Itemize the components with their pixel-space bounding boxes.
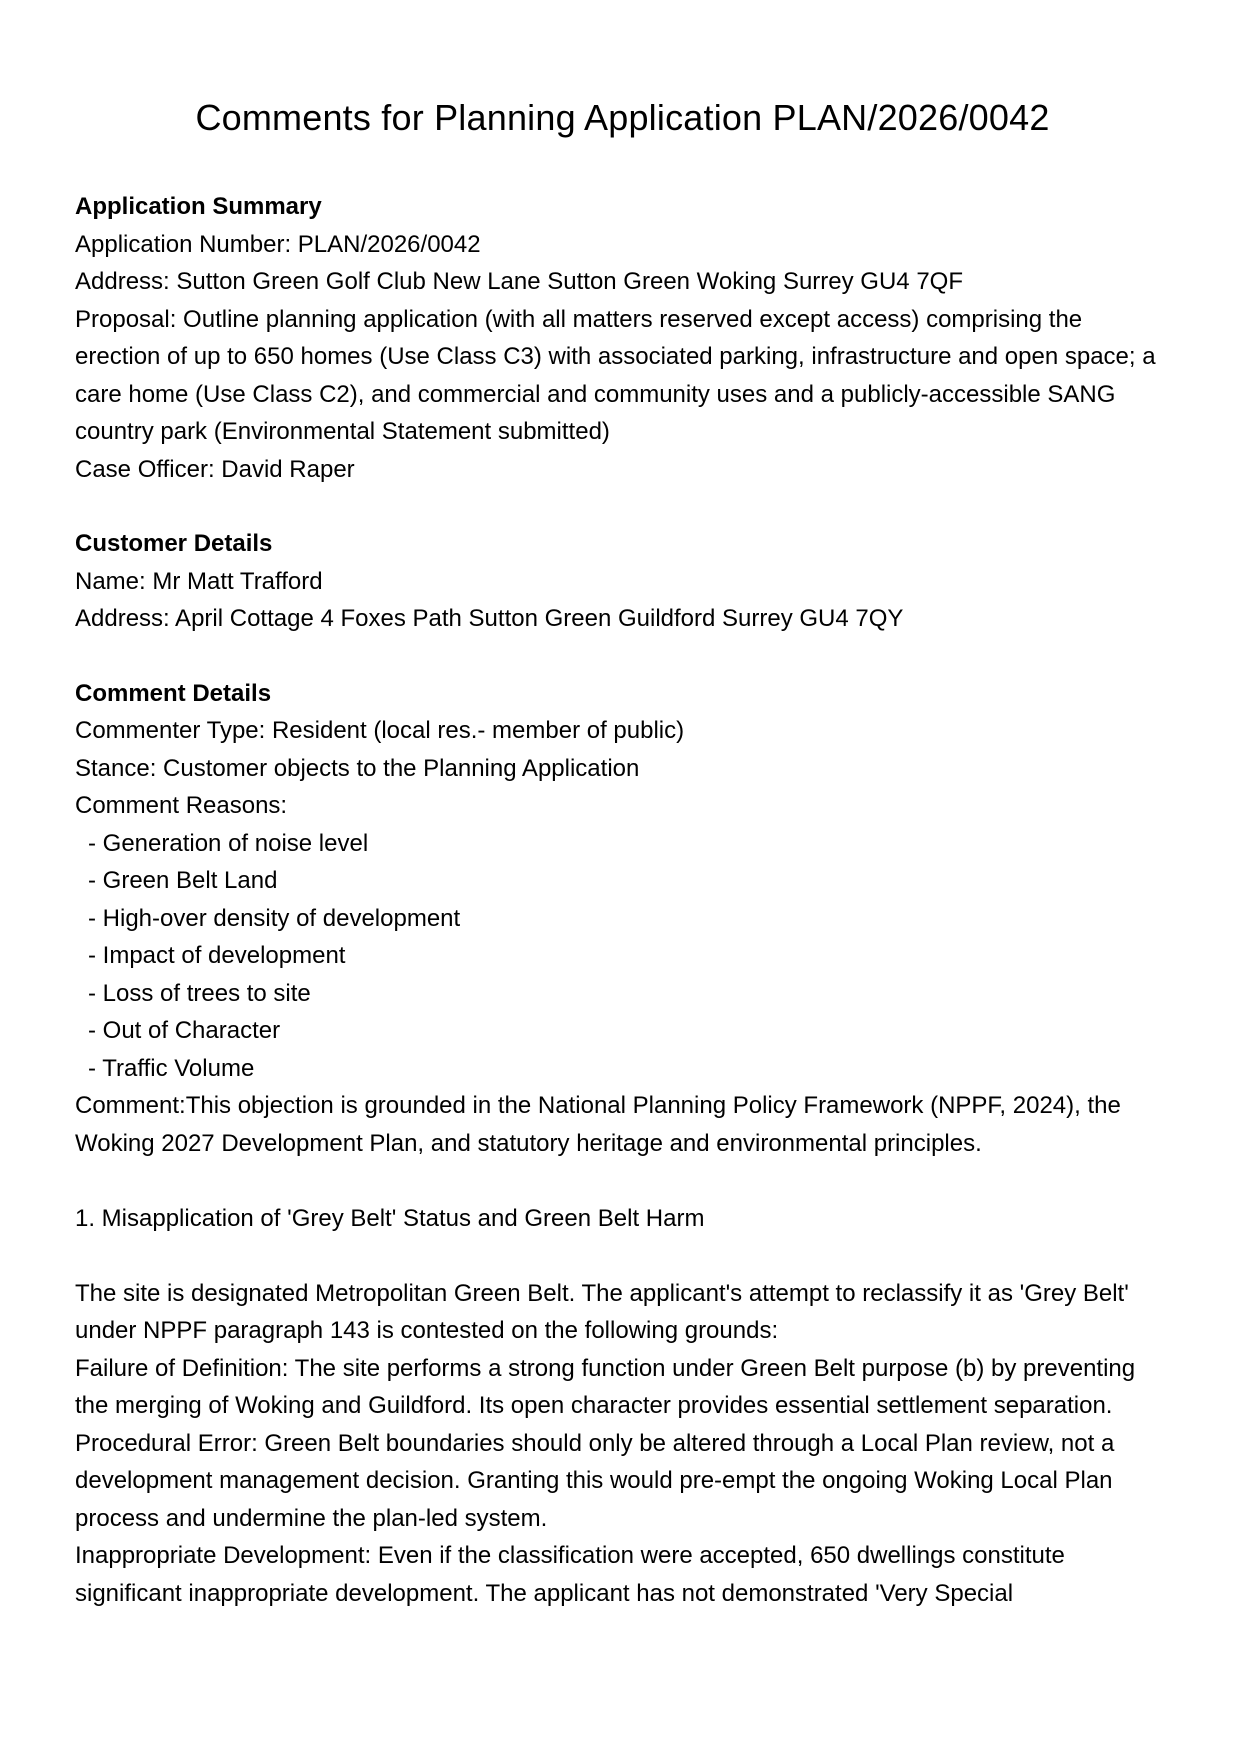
paragraph-gap <box>75 1162 1170 1200</box>
page-title: Comments for Planning Application PLAN/2026/0042 <box>195 97 1050 138</box>
application-summary-section <box>75 188 1170 488</box>
procedural-error: Procedural Error: Green Belt boundaries should only be altered through a Local Plan review, not a development management decision. Granting this would pre-empt the ongoing Woking Local Plan process and undermine the plan-led system. <box>75 1429 1115 1532</box>
customer-details-heading: Customer Details <box>75 530 273 557</box>
comment-reasons-label: Comment Reasons: <box>75 792 288 819</box>
comment-details-heading: Comment Details <box>75 679 272 707</box>
customer-address: Address: April Cottage 4 Foxes Path Sutton Green Guildford Surrey GU4 7QY <box>75 605 904 632</box>
comment-reason-item: - Loss of trees to site <box>88 979 311 1007</box>
customer-name: Name: Mr Matt Trafford <box>75 567 323 595</box>
comment-reason-item: - Out of Character <box>88 1017 281 1044</box>
proposal: Proposal: Outline planning application (with all matters reserved except access) comprising the erection of up to 650 homes (Use Class C3) with associated parking, infrastructure and open space; a care home (Use Class C2), and commercial and community uses and a publicly-accessible SANG country park (Environmental Statement submitted) <box>75 305 1156 445</box>
point-1-intro: The site is designated Metropolitan Green Belt. The applicant's attempt to reclassify it as 'Grey Belt' under NPPF paragraph 143 is contested on the following grounds: <box>75 1279 1129 1344</box>
comment-reason-item: - High-over density of development <box>88 904 461 932</box>
case-officer: Case Officer: David Raper <box>75 455 355 483</box>
point-1-heading: 1. Misapplication of 'Grey Belt' Status and Green Belt Harm <box>75 1204 705 1232</box>
site-address: Address: Sutton Green Golf Club New Lane Sutton Green Woking Surrey GU4 7QF <box>75 268 963 295</box>
application-number: Application Number: PLAN/2026/0042 <box>75 230 481 258</box>
inappropriate-development: Inappropriate Development: Even if the classification were accepted, 650 dwellings constitute significant inappropriate development. The applicant has not demonstrated 'Very Special <box>75 1542 1065 1607</box>
failure-of-definition: Failure of Definition: The site performs a strong function under Green Belt purpose (b) by preventing the merging of Woking and Guildford. Its open character provides essential settlement separation. <box>75 1354 1136 1419</box>
commenter-type: Commenter Type: Resident (local res.- member of public) <box>75 717 685 744</box>
comment-reason-item: - Impact of development <box>88 942 346 969</box>
customer-details-section <box>75 525 1170 638</box>
comment-reason-item: - Generation of noise level <box>88 829 369 857</box>
comment-reason-item: - Traffic Volume <box>88 1054 255 1082</box>
paragraph-gap <box>75 1237 1170 1275</box>
stance: Stance: Customer objects to the Planning Application <box>75 754 640 782</box>
application-summary-heading: Application Summary <box>75 193 322 220</box>
comment-intro: Comment:This objection is grounded in the National Planning Policy Framework (NPPF, 2024), the Woking 2027 Development Plan, and statutory heritage and environmental principles. <box>75 1092 1121 1157</box>
comment-reason-item: - Green Belt Land <box>88 867 278 894</box>
comment-details-section <box>75 675 1170 1613</box>
